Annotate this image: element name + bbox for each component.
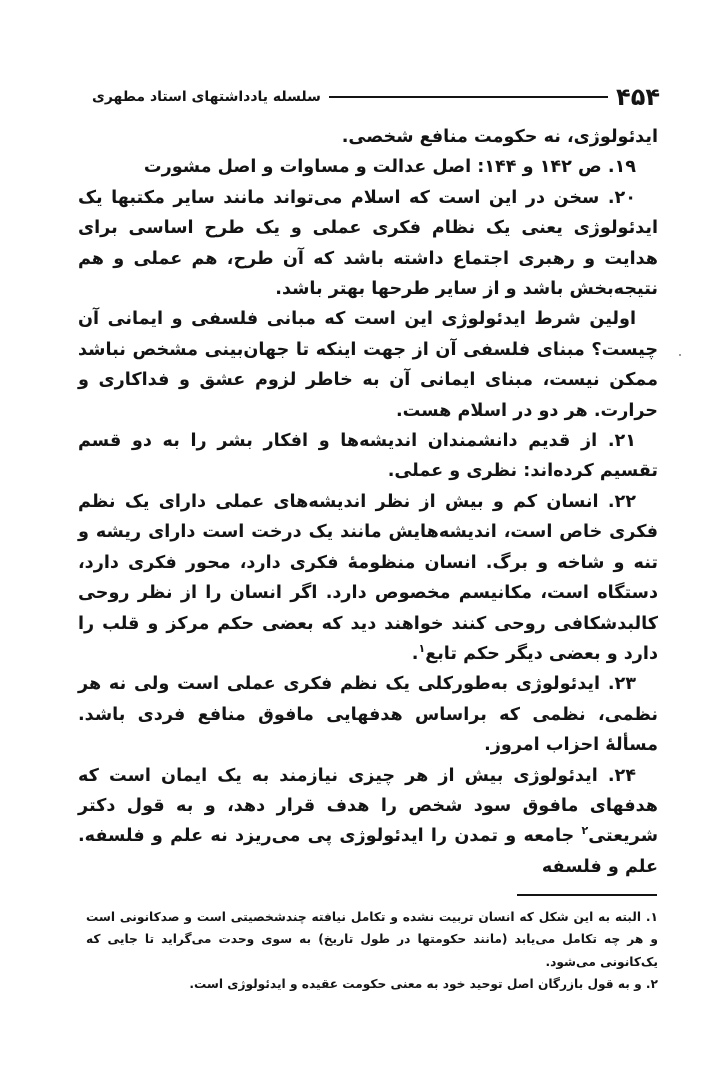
footnote-separator [517, 894, 657, 896]
page-number: ۴۵۴ [616, 83, 660, 111]
paragraph-6 [78, 487, 658, 669]
paragraph-3: ۲۰. سخن در این است که اسلام می‌تواند مانند سایر مکتبها یک ایدئولوژی یعنی یک نظام فکری عملی و یک طرح اساسی برای هدایت و رهبری اجتماع داشته باشد که آن طرح، هم عملی و هم نتیجه‌بخش باشد و از سایر طرحها بهتر باشد. [78, 187, 658, 300]
paragraph-6-end: . [411, 643, 419, 664]
paragraph-8-text-a: ۲۴. ایدئولوژی بیش از هر چیزی نیازمند به یک ایمان است که هدفهای مافوق سود شخص را هدف قرار دهد، و به قول دکتر شریعتی [78, 765, 658, 847]
paragraph-1: ایدئولوژی، نه حکومت منافع شخصی. [341, 127, 658, 147]
paragraph-7: ۲۳. ایدئولوژی به‌طورکلی یک نظم فکری عملی است ولی نه هر نظمی، نظمی که براساس هدفهایی مافوق منافع فردی باشد. مسألهٔ احزاب امروز. [78, 674, 658, 756]
paragraph-5: ۲۱. از قدیم دانشمندان اندیشه‌ها و افکار بشر را به دو قسم تقسیم کرده‌اند: نظری و عملی. [78, 431, 658, 482]
footnote-ref-1: ۱ [418, 642, 426, 656]
series-title: سلسله یادداشتهای استاد مطهری [92, 89, 321, 105]
paragraph-2: ۱۹. ص ۱۴۲ و ۱۴۴: اصل عدالت و مساوات و اصل مشورت [143, 157, 636, 178]
footnote-ref-2: ۲ [581, 824, 589, 838]
paragraph-6-text: ۲۲. انسان کم و بیش از نظر اندیشه‌های عملی دارای یک نظم فکری خاص است، اندیشه‌هایش مانند یک درخت است دارای ریشه و تنه و شاخه و برگ. انسان منظومهٔ فکری دارد، محور فکری دارد، دستگاه است، مکانیسم مخصوص دارد. اگر انسان را از نظر روحی کالبدشکافی روحی کنند خواهند دید که بعضی حکم مرکز و قلب را دارد و بعضی دیگر حکم تابع [78, 491, 658, 664]
running-header [92, 80, 660, 114]
footnote-1: ۱. البته به این شکل که انسان تربیت نشده و تکامل نیافته چندشخصیتی است و صدکانونی است و هر چه تکامل می‌یابد (مانند حکومتها در طول تاریخ) به سوی وحدت می‌گراید تا جایی که یک‌کانونی می‌شود. [86, 910, 658, 969]
paragraph-8-text-b: جامعه و تمدن را ایدئولوژی پی می‌ریزد نه علم و فلسفه. علم و فلسفه [78, 826, 658, 877]
margin-speck [679, 354, 681, 356]
paragraph-8 [78, 761, 658, 883]
footnotes [86, 906, 658, 996]
header-rule [329, 96, 608, 98]
footnote-2: ۲. و به قول بازرگان اصل توحید خود به معنی حکومت عقیده و ایدئولوژی است. [189, 977, 658, 992]
paragraph-4: اولین شرط ایدئولوژی این است که مبانی فلسفی و ایمانی آن چیست؟ مبنای فلسفی آن از جهت اینکه تا جهان‌بینی مشخص نباشد ممکن نیست، مبنای ایمانی آن به خاطر لزوم عشق و فداکاری و حرارت. هر دو در اسلام هست. [78, 309, 658, 421]
body-text [78, 122, 658, 882]
